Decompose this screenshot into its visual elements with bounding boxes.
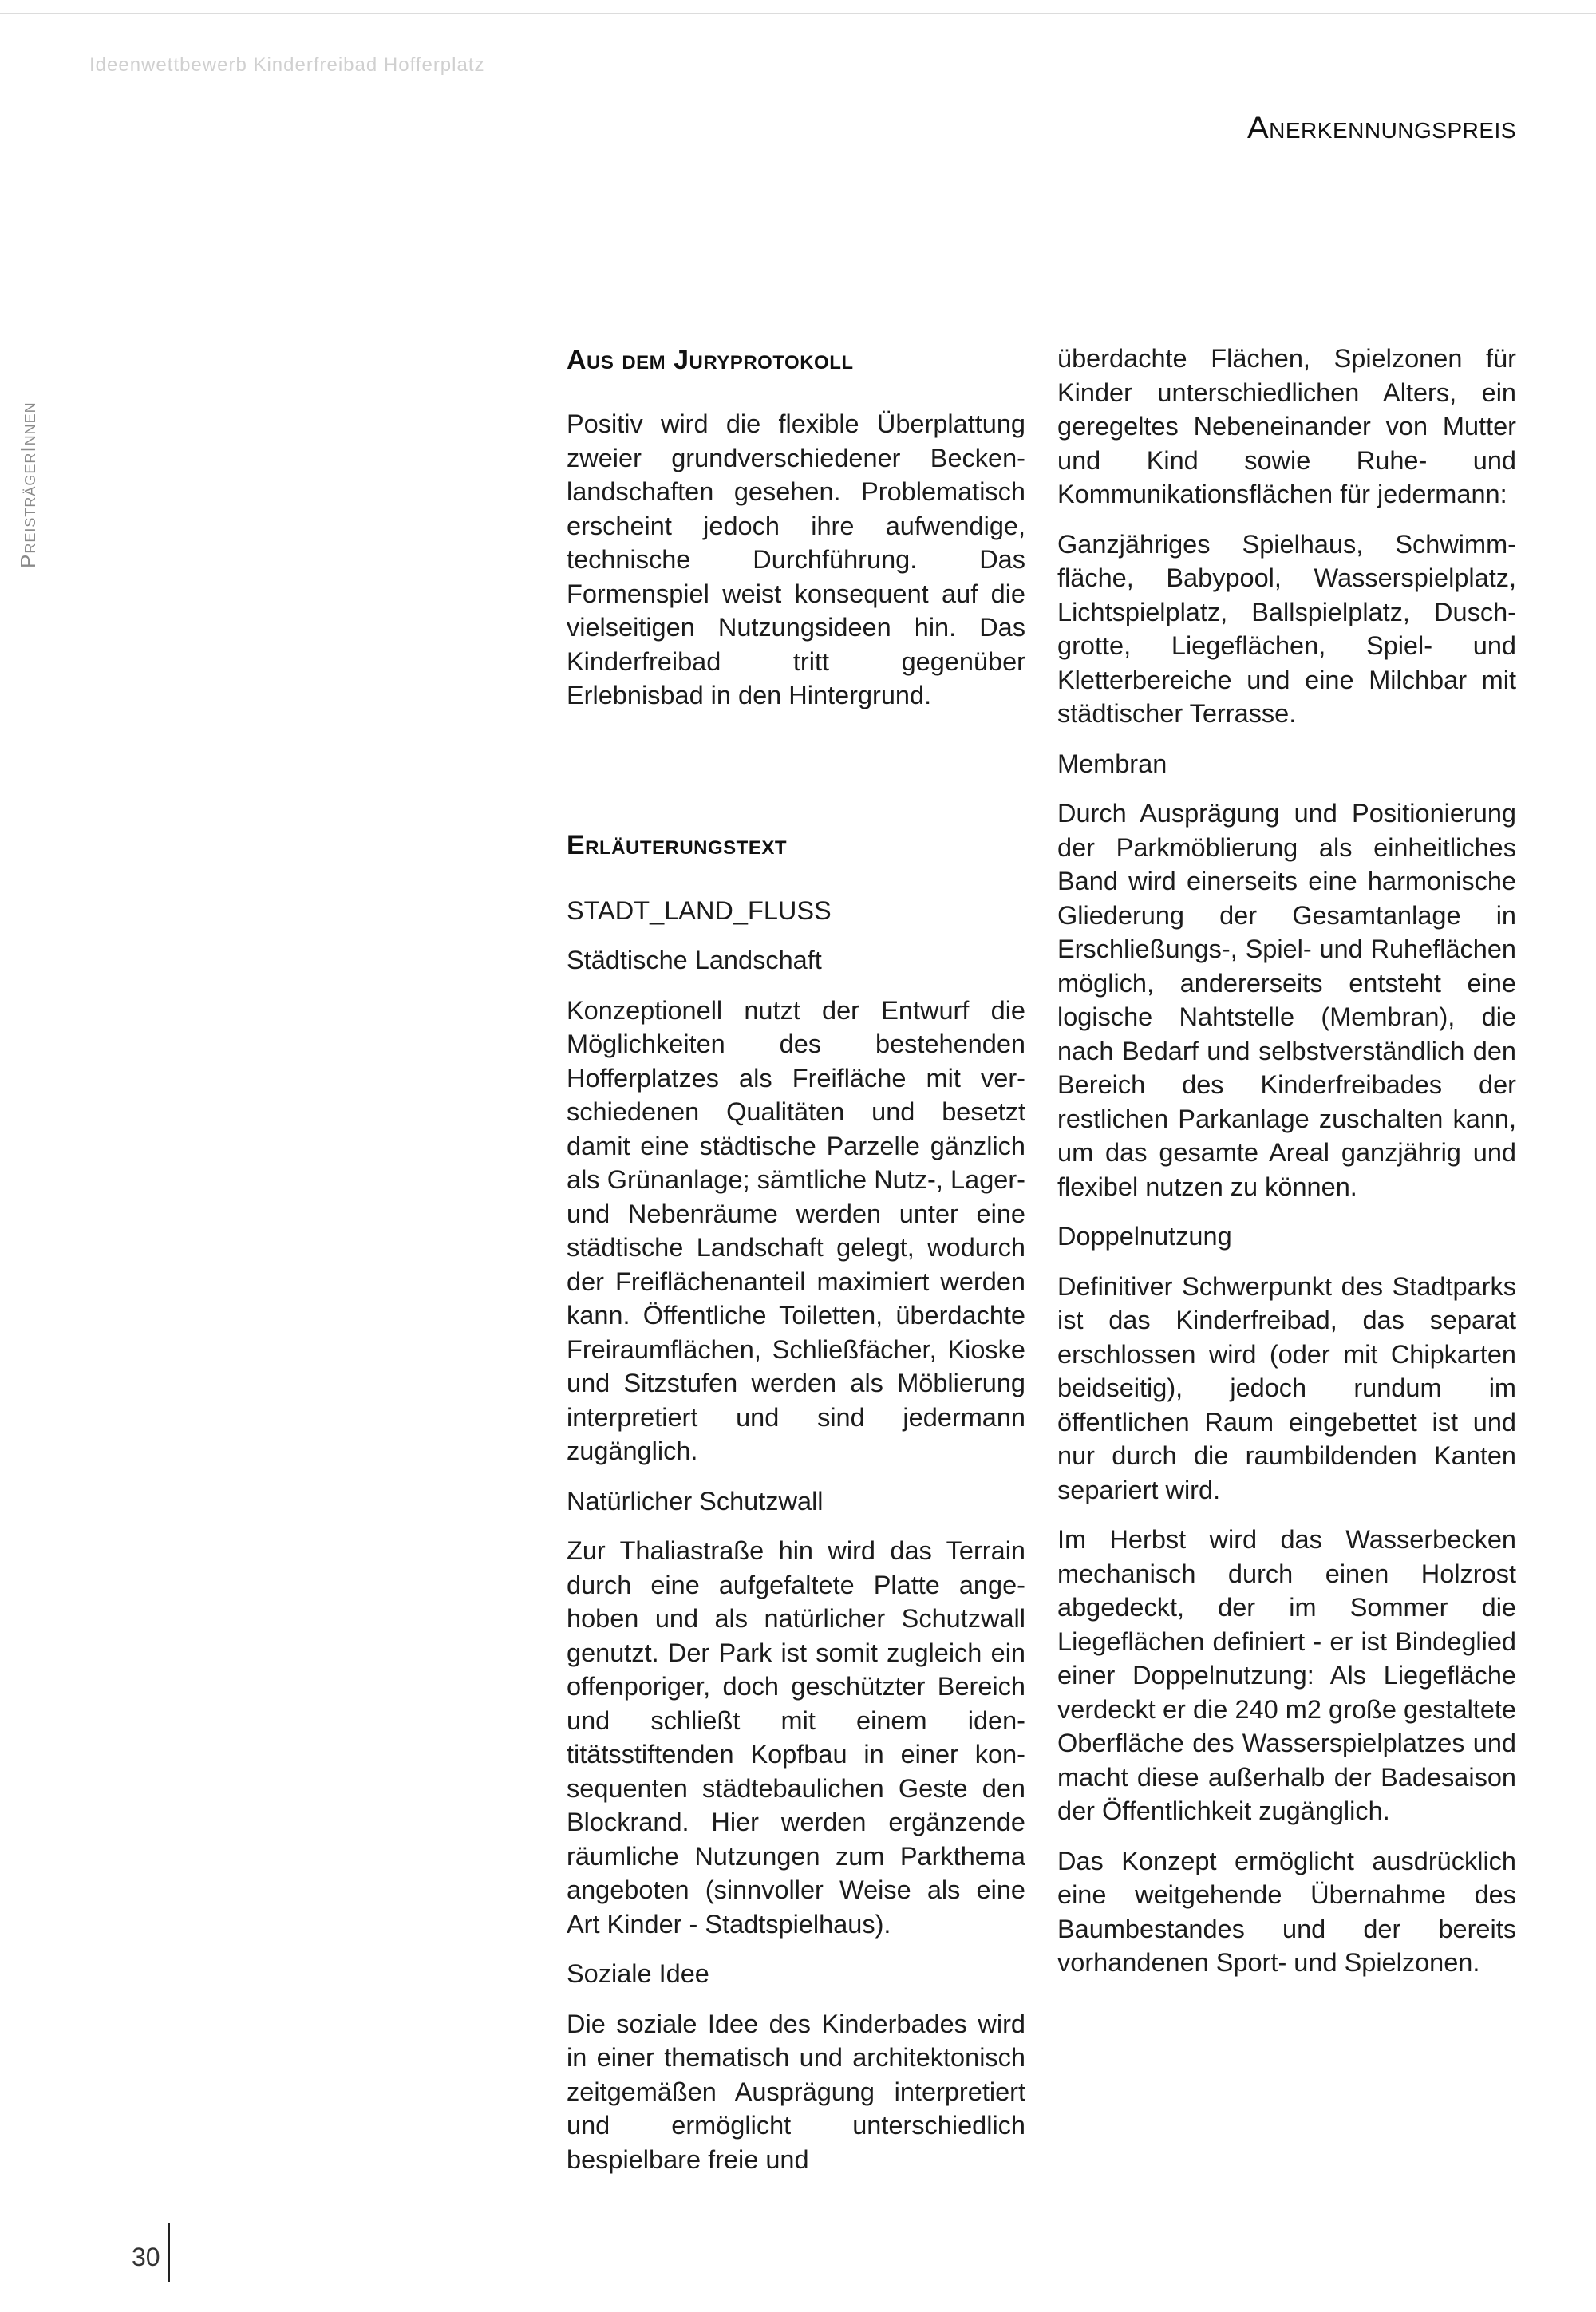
subhead-schutzwall: Natürlicher Schutzwall [567, 1486, 824, 1516]
subhead-doppelnutzung: Doppelnutzung [1057, 1222, 1232, 1251]
spacer [567, 377, 1025, 407]
top-rule [0, 13, 1596, 14]
paragraph-spielzonen: überdachte Flächen, Spielzonen für Kinder unterschiedlichen Alters, ein geregeltes Nebeneinander von Mutter und Kind sowie Ruhe- und Kommunikationsflächen für jedermann: [1057, 344, 1516, 508]
subhead-membran: Membran [1057, 749, 1167, 778]
right-column [1057, 342, 1516, 1996]
jury-text: Positiv wird die flexible Überplattung zweier grundverschiedener Beckenlandschaften gesehen. Problematisch erscheint jedoch ihre aufwendige, technische Durchführung. Das Formenspiel weist konsequent auf die vielseitigen Nutzungsideen hin. Das Kinderfreibad tritt gegenüber Erlebnisbad in den Hintergrund. [567, 409, 1025, 709]
subhead-staedtische-landschaft: Städtische Landschaft [567, 946, 822, 974]
spacer [567, 862, 1025, 894]
paragraph-schwerpunkt: Definitiver Schwerpunkt des Stadtparks ist das Kinderfreibad, das separat erschlossen wird (oder mit Chipkarten beidseitig), jedoch rundum im öffentlichen Raum eingebettet ist und nur durch die raumbildenden Kanten separiert wird. [1057, 1271, 1516, 1504]
paragraph-schutzwall: Zur Thaliastraße hin wird das Terrain durch eine aufgefaltete Platte angehoben und als natürlicher Schutzwall genutzt. Der Park ist somit zugleich ein offenporiger, doch geschützter Bereich und schließt mit einem identitätsstiftenden Kopfbau in einer konsequenten städtebaulichen Geste den Blockrand. Hier werden ergänzende räumliche Nutzungen zum Parkthema angeboten (sinnvoller Weise als eine Art Kinder - Stadtspielhaus). [567, 1536, 1025, 1939]
paragraph-membran: Durch Ausprägung und Positionierung der Parkmöblierung als einheitliches Band wird einerseits eine harmonische Gliederung der Gesamtanlage in Erschließungs-, Spiel- und Ruheflächen möglich, andererseits entsteht eine logische Nahtstelle (Membran), die nach Bedarf und selbstverständlich den Bereich des Kinderfreibades der restlichen Parkanlage zuschalten kann, um das gesamte Areal ganzjährig und flexibel nutzen zu können. [1057, 799, 1516, 1201]
paragraph-soziale-idee: Die soziale Idee des Kinderbades wird in einer thematisch und architektonisch zeitgemäßen Ausprägung interpretiert und ermöglicht unterschiedlich bespielbare freie und [567, 2009, 1025, 2174]
explanation-heading: Erläuterungstext [567, 829, 788, 860]
spacer [567, 729, 1025, 828]
jury-heading: Aus dem Juryprotokoll [567, 345, 854, 375]
running-header: Ideenwettbewerb Kinderfreibad Hofferplatz [89, 54, 485, 76]
left-column [567, 343, 1025, 2192]
paragraph-holzrost: Im Herbst wird das Wasserbecken mechanisch durch einen Holzrost abgedeckt, der im Sommer die Liegeflächen definiert - er ist Bindeglied einer Doppelnutzung: Als Liegefläche verdeckt er die 240 m2 große gestaltete Oberfläche des Wasserspielplatzes und macht diese außerhalb der Badesaison der Öffentlichkeit zugänglich. [1057, 1525, 1516, 1825]
section-label: Anerkennungspreis [1246, 110, 1516, 145]
paragraph-staedtische-landschaft: Konzeptionell nutzt der Entwurf die Möglichkeiten des bestehenden Hofferplatzes als Freifläche mit verschiedenen Qualitäten und besetzt damit eine städtische Parzelle gänzlich als Grünanlage; sämtliche Nutz-, Lager- und Nebenräume werden unter eine städtische Landschaft gelegt, wodurch der Freiflächenanteil maximiert werden kann. Öffentliche Toiletten, überdachte Freiraumflächen, Schließfächer, Kioske und Sitzstufen werden als Möblierung interpretiert und sind jedermann zugänglich. [567, 995, 1025, 1465]
page-number: 30 [132, 2243, 160, 2271]
paragraph-konzept: Das Konzept ermöglicht ausdrücklich eine weitgehende Übernahme des Baumbestandes und der bereits vorhandenen Sport- und Spielzonen. [1057, 1846, 1516, 1977]
page-number-rule [168, 2223, 170, 2282]
paragraph-nutzungen: Ganzjähriges Spielhaus, Schwimmfläche, Babypool, Wasserspielplatz, Lichtspielplatz, Ballspielplatz, Duschgrotte, Liegeflächen, Spiel- und Kletterbereiche und eine Milchbar mit städtischer Terrasse. [1057, 529, 1516, 728]
project-title: STADT_LAND_FLUSS [567, 895, 832, 925]
side-label: PreisträgerInnen [16, 401, 40, 568]
subhead-soziale-idee: Soziale Idee [567, 1959, 709, 1988]
